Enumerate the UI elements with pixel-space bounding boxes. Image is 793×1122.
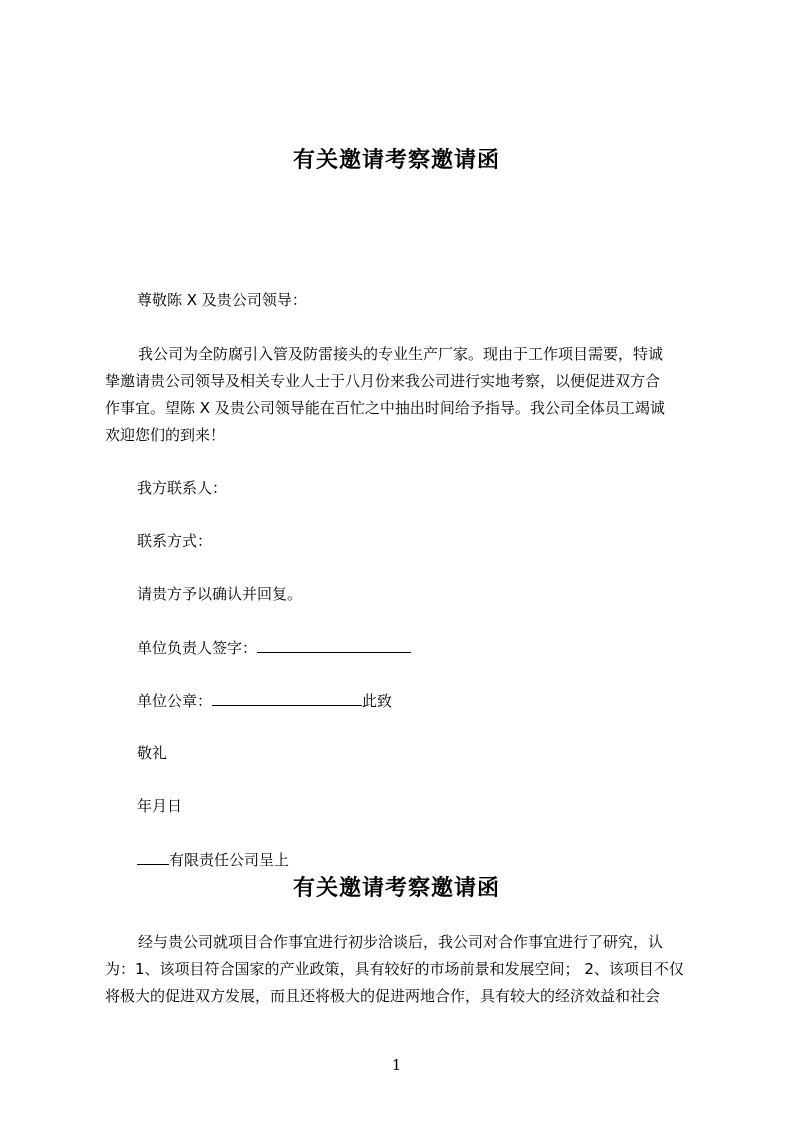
contact-person-label: 我方联系人：	[137, 479, 228, 497]
body-line: 挚邀请贵公司领导及相关专业人士于八月份来我公司进行实地考察，以便促进双方合	[105, 372, 661, 390]
sender-line	[137, 848, 289, 871]
page-title: 有关邀请考察邀请函	[292, 148, 500, 173]
second-document-body	[105, 929, 698, 1010]
seal-label: 单位公章：	[137, 692, 213, 710]
body-line: 将极大的促进双方发展，而且还将极大的促进两地合作，具有较大的经济效益和社会	[105, 987, 661, 1005]
closing-ci-zhi: 此致	[362, 692, 393, 710]
signature-label: 单位负责人签字：	[137, 639, 258, 657]
confirm-text: 请贵方予以确认并回复。	[137, 585, 303, 603]
page-number: 1	[391, 1056, 402, 1074]
contact-method-label: 联系方式：	[137, 532, 213, 550]
signature-blank	[257, 636, 411, 653]
body-line: 作事宜。望陈 X 及贵公司领导能在百忙之中抽出时间给予指导。我公司全体员工竭诚	[105, 399, 665, 417]
sender-suffix: 有限责任公司呈上	[169, 851, 290, 869]
body-line: 经与贵公司就项目合作事宜进行初步洽谈后，我公司对合作事宜进行了研究，认	[138, 933, 664, 951]
date-label: 年月日	[137, 797, 183, 815]
seal-blank	[212, 689, 362, 706]
body-line: 为：1、该项目符合国家的产业政策，具有较好的市场前景和发展空间； 2、该项目不仅	[105, 960, 684, 978]
body-line: 欢迎您们的到来！	[105, 426, 226, 444]
second-document-title: 有关邀请考察邀请函	[292, 876, 500, 901]
salutation: 尊敬陈 X 及贵公司领导：	[137, 291, 307, 309]
signature-line	[137, 636, 411, 659]
seal-line	[137, 689, 392, 712]
invitation-body	[105, 341, 698, 449]
closing-jing-li: 敬礼	[137, 744, 168, 762]
company-name-blank	[137, 848, 169, 865]
body-line: 我公司为全防腐引入管及防雷接头的专业生产厂家。现由于工作项目需要，特诚	[138, 345, 664, 363]
